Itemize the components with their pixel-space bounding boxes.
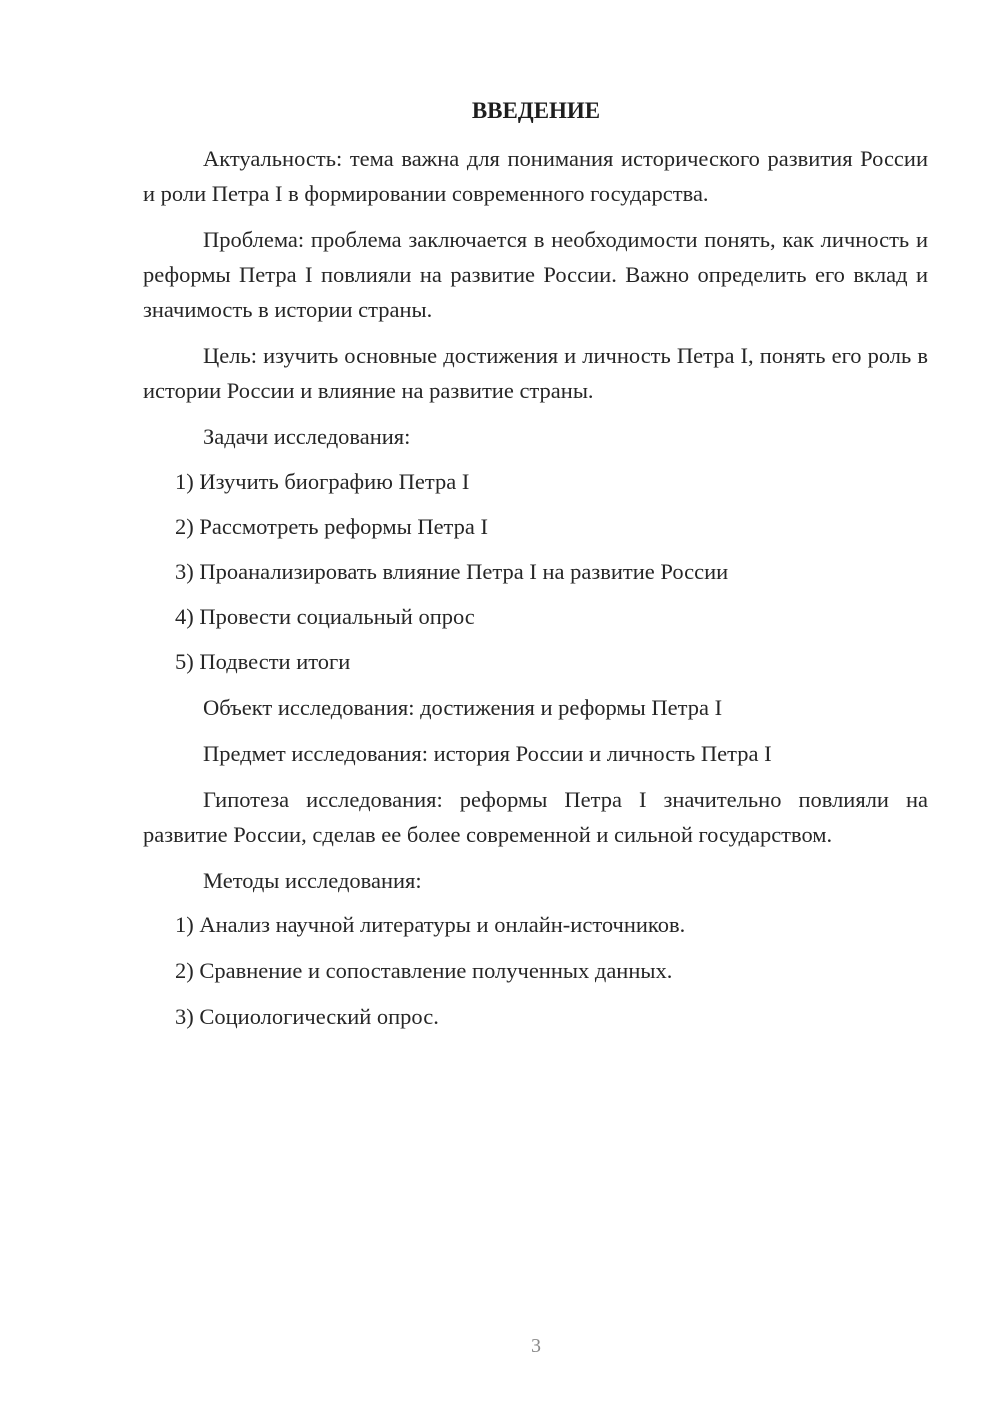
task-item: 1) Изучить биографию Петра I bbox=[175, 469, 470, 494]
section-heading: ВВЕДЕНИЕ bbox=[471, 98, 601, 123]
goal-text: Цель: изучить основные достижения и личность Петра I, понять его роль в истории России и влияние на развитие страны. bbox=[143, 343, 928, 403]
hypothesis-text: Гипотеза исследования: реформы Петра I значительно повлияли на развитие России, сделав ее более современной и сильной государством. bbox=[143, 787, 928, 847]
relevance-paragraph bbox=[143, 141, 928, 211]
method-item: 2) Сравнение и сопоставление полученных данных. bbox=[175, 958, 673, 983]
task-item: 3) Проанализировать влияние Петра I на развитие России bbox=[175, 559, 729, 584]
task-item: 5) Подвести итоги bbox=[175, 649, 351, 674]
subject-line: Предмет исследования: история России и личность Петра I bbox=[203, 741, 772, 766]
goal-paragraph bbox=[143, 338, 928, 408]
hypothesis-paragraph bbox=[143, 782, 928, 852]
method-item: 3) Социологический опрос. bbox=[175, 1004, 439, 1029]
methods-heading: Методы исследования: bbox=[203, 868, 422, 893]
tasks-heading: Задачи исследования: bbox=[203, 424, 411, 449]
method-item: 1) Анализ научной литературы и онлайн-источников. bbox=[175, 912, 686, 937]
task-item: 2) Рассмотреть реформы Петра I bbox=[175, 514, 489, 539]
problem-paragraph bbox=[143, 222, 928, 327]
problem-text: Проблема: проблема заключается в необходимости понять, как личность и реформы Петра I повлияли на развитие России. Важно определить его вклад и значимость в истории страны. bbox=[143, 227, 928, 322]
relevance-text: Актуальность: тема важна для понимания исторического развития России и роли Петра I в формировании современного государства. bbox=[143, 146, 928, 206]
object-line: Объект исследования: достижения и реформы Петра I bbox=[203, 695, 723, 720]
task-item: 4) Провести социальный опрос bbox=[175, 604, 475, 629]
page-number: 3 bbox=[531, 1335, 541, 1357]
